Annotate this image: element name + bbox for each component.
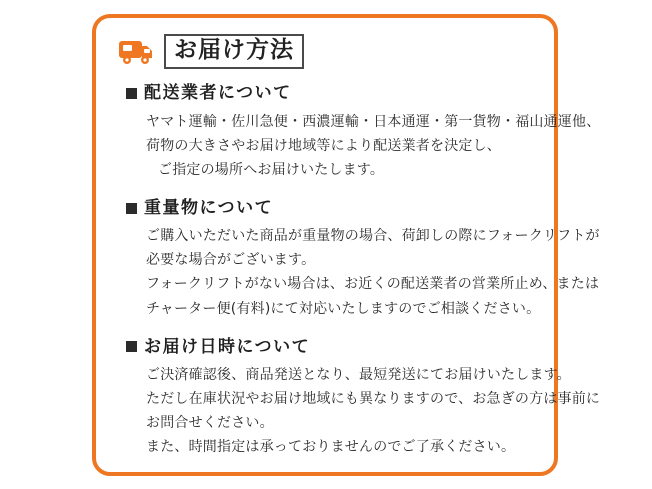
section-heading-row [126,337,534,357]
section-heading: お届け日時について [144,336,311,357]
body-line: お問合せください。 [146,415,274,432]
body-line: 荷物の大きさやお届け地域等により配送業者を決定し、 [146,137,501,154]
body-line: ただし在庫状況やお届け地域にも異なりますので、お急ぎの方は事前に [146,391,601,408]
section-heavy-items [116,197,600,321]
body-line: フォークリフトがない場合は、お近くの配送業者の営業所止め、または [146,276,600,293]
body-line: ご購入いただいた商品が重量物の場合、荷卸しの際にフォークリフトが [146,228,600,245]
section-heading: 重量物について [144,197,274,218]
section-body [146,224,600,320]
section-body [146,110,601,182]
body-line: また、時間指定は承っておりませんのでご了承ください。 [146,439,516,456]
page-title: お届け方法 [174,37,294,63]
section-heading-row [126,198,534,218]
section-delivery-datetime [116,336,601,460]
section-body [146,363,601,459]
panel-title-box [164,34,304,69]
delivery-method-panel [92,14,601,476]
black-square-bullet-icon [126,88,137,99]
black-square-bullet-icon [126,341,137,352]
body-line: ご指定の場所へお届けいたします。 [158,161,385,178]
section-heading: 配送業者について [144,83,292,104]
section-heading-row [126,83,534,103]
body-line: ご決済確認後、商品発送となり、最短発送にてお届けいたします。 [146,367,571,384]
body-line: チャーター便(有料)にて対応いたしますのでご相談ください。 [146,300,541,317]
body-line: 必要な場合がございます。 [146,252,316,269]
panel-title-row [118,34,534,69]
delivery-truck-icon [118,37,154,67]
section-shipping-carriers [116,83,601,182]
black-square-bullet-icon [126,203,137,214]
body-line: ヤマト運輸・佐川急便・西濃運輸・日本通運・第一貨物・福山通運他、 [146,113,601,130]
